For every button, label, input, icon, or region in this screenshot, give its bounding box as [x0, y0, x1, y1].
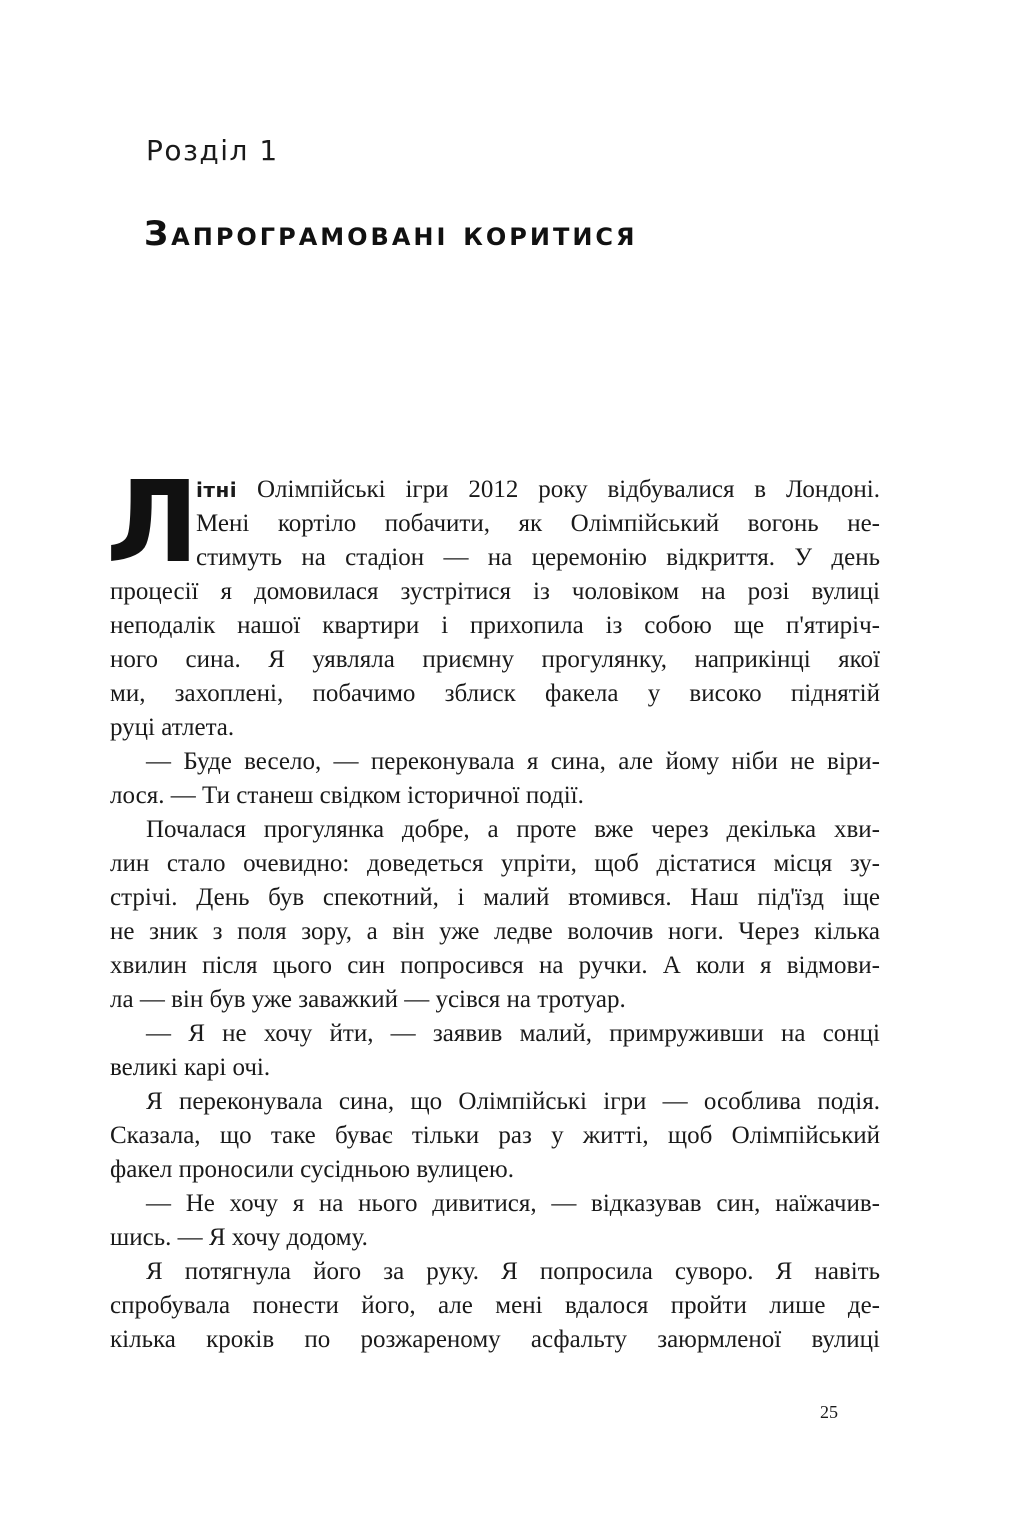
text-line: — Буде весело, — переконувала я сина, але йому ніби не віри-	[146, 748, 880, 775]
text-line: Мені кортіло побачити, як Олімпійський вогонь не-	[196, 510, 880, 537]
drop-cap: Л	[106, 458, 200, 588]
text-line: процесії я домовилася зустрітися із чоловіком на розі вулиці	[110, 578, 880, 605]
chapter-label: Розділ 1	[146, 134, 279, 167]
text-line: Сказала, що таке буває тільки раз у житті, щоб Олімпійський	[110, 1122, 880, 1149]
text-line: лин стало очевидно: доведеться упріти, щоб дістатися місця зу-	[110, 850, 880, 877]
text-line: факел проносили сусідньою вулицею.	[110, 1156, 514, 1183]
text-line: ла — він був уже заважкий — усівся на тротуар.	[110, 986, 626, 1013]
text-line: — Не хочу я на нього дивитися, — відказував син, наїжачив-	[146, 1190, 880, 1217]
text-line: ного сина. Я уявляла приємну прогулянку, наприкінці якої	[110, 646, 880, 673]
body-text	[106, 458, 880, 1357]
text-line: — Я не хочу йти, — заявив малий, примруживши на сонці	[146, 1020, 880, 1047]
text-line: неподалік нашої квартири і прихопила із собою ще п'ятиріч-	[110, 612, 880, 639]
text-line: кілька кроків по розжареному асфальту заюрмленої вулиці	[110, 1326, 880, 1353]
text-line: Я переконувала сина, що Олімпійські ігри — особлива подія.	[146, 1088, 880, 1115]
text-line: руці атлета.	[110, 714, 235, 741]
text-line: ми, захоплені, побачимо зблиск факела у високо піднятій	[110, 680, 880, 707]
text-line: великі карі очі.	[110, 1054, 271, 1081]
text-line: хвилин після цього син попросився на ручки. А коли я відмови-	[110, 952, 880, 979]
text-line: лося. — Ти станеш свідком історичної події.	[110, 782, 584, 809]
chapter-title: Запрограмовані коритися	[144, 214, 638, 254]
text-line: спробувала понести його, але мені вдалося пройти лише де-	[110, 1292, 880, 1319]
lead-word: ітні	[196, 478, 238, 502]
text-line: ітні Олімпійські ігри 2012 року відбувалися в Лондоні.	[196, 476, 880, 503]
text-line: стимуть на стадіон — на церемонію відкриття. У день	[196, 544, 880, 571]
text-line: шись. — Я хочу додому.	[110, 1224, 368, 1251]
text-line: Я потягнула його за руку. Я попросила суворо. Я навіть	[146, 1258, 880, 1285]
text-line: стрічі. День був спекотний, і малий втомився. Наш під'їзд іще	[110, 884, 880, 911]
page-number: 25	[820, 1402, 838, 1422]
text-line: Почалася прогулянка добре, а проте вже через декілька хви-	[146, 816, 880, 843]
text-line: не зник з поля зору, а він уже ледве волочив ноги. Через кілька	[110, 918, 880, 945]
